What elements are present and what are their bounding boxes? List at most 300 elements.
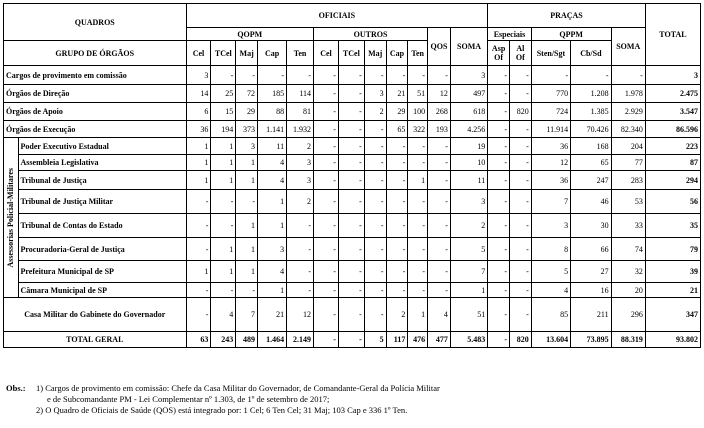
total-label: TOTAL GERAL xyxy=(4,332,187,348)
cell: 14 xyxy=(186,85,211,103)
cell: - xyxy=(611,66,645,85)
cell: - xyxy=(408,190,428,214)
cell: 2.475 xyxy=(645,85,700,103)
row-label: Câmara Municipal de SP xyxy=(18,283,186,298)
cell: 1 xyxy=(236,238,258,261)
cell: - xyxy=(236,283,258,298)
cell: - xyxy=(338,332,364,348)
cell: 283 xyxy=(611,171,645,190)
cell: - xyxy=(314,214,339,238)
cell: 1 xyxy=(408,171,428,190)
header-rank-4: Ten xyxy=(287,41,314,66)
header-rank-2: Maj xyxy=(236,41,258,66)
row-label: Tribunal de Justiça Militar xyxy=(18,190,186,214)
cell: 73.895 xyxy=(571,332,611,348)
cell: 7 xyxy=(450,261,487,283)
header-grupo: GRUPO DE ÓRGÃOS xyxy=(4,41,187,66)
cell: 322 xyxy=(408,121,428,138)
cell: - xyxy=(428,66,451,85)
cell: - xyxy=(338,190,364,214)
cell: 19 xyxy=(450,138,487,155)
observations xyxy=(6,383,700,416)
cell: - xyxy=(428,155,451,171)
cell: 25 xyxy=(211,85,236,103)
cell: 1 xyxy=(258,283,287,298)
cell: - xyxy=(509,66,531,85)
cell: 53 xyxy=(611,190,645,214)
header-especiais: Especiais xyxy=(488,28,532,41)
cell: - xyxy=(408,261,428,283)
cell: - xyxy=(428,138,451,155)
cell: 1 xyxy=(258,214,287,238)
cell: - xyxy=(338,214,364,238)
cell: 36 xyxy=(531,171,570,190)
cell: - xyxy=(314,238,339,261)
cell: 223 xyxy=(645,138,700,155)
table-row xyxy=(4,103,701,121)
cell: - xyxy=(338,85,364,103)
cell: 21 xyxy=(645,283,700,298)
cell: 21 xyxy=(386,85,408,103)
cell: 86.596 xyxy=(645,121,700,138)
cell: 3 xyxy=(364,85,386,103)
cell: 1 xyxy=(236,214,258,238)
cell: 211 xyxy=(571,298,611,332)
cell: 1 xyxy=(186,155,211,171)
cell: 2 xyxy=(287,190,314,214)
cell: - xyxy=(386,190,408,214)
table-row xyxy=(4,283,701,298)
cell: - xyxy=(364,121,386,138)
header-qopm: QOPM xyxy=(186,28,314,41)
cell: 2 xyxy=(287,138,314,155)
cell: - xyxy=(488,171,510,190)
cell: 15 xyxy=(211,103,236,121)
cell: - xyxy=(531,66,570,85)
cell: 5 xyxy=(531,261,570,283)
cell: - xyxy=(314,66,339,85)
cell: 12 xyxy=(287,298,314,332)
cell: 46 xyxy=(571,190,611,214)
cell: 72 xyxy=(236,85,258,103)
assessorias-label: Assessorias Policial-Militares xyxy=(6,167,16,268)
table-row xyxy=(4,261,701,283)
cell: - xyxy=(314,332,339,348)
cell: - xyxy=(509,155,531,171)
cell: 8 xyxy=(531,238,570,261)
cell: 88 xyxy=(258,103,287,121)
cell: - xyxy=(509,171,531,190)
cell: 3 xyxy=(258,238,287,261)
cell: - xyxy=(408,214,428,238)
header-rank-1: TCel xyxy=(211,41,236,66)
cell: - xyxy=(428,238,451,261)
cell: 13.604 xyxy=(531,332,570,348)
cell: 489 xyxy=(236,332,258,348)
cell: 1 xyxy=(186,138,211,155)
cell: 56 xyxy=(645,190,700,214)
cell: - xyxy=(338,283,364,298)
cell: 32 xyxy=(611,261,645,283)
obs-line-3: 2) O Quadro de Oficiais de Saúde (QOS) está integrado por: 1 Cel; 6 Ten Cel; 31 Maj; 103 Cap e 336 1º Ten. xyxy=(36,405,408,415)
cell: - xyxy=(509,190,531,214)
cell: - xyxy=(338,121,364,138)
total-row xyxy=(4,332,701,348)
cell: 1.932 xyxy=(287,121,314,138)
cell: 497 xyxy=(450,85,487,103)
cell: - xyxy=(386,171,408,190)
cell: - xyxy=(408,283,428,298)
header-rank-8: Cap xyxy=(386,41,408,66)
cell: 93.802 xyxy=(645,332,700,348)
cell: 21 xyxy=(258,298,287,332)
cell: - xyxy=(338,66,364,85)
cell: 39 xyxy=(645,261,700,283)
quadros-table xyxy=(3,3,701,348)
cell: 77 xyxy=(611,155,645,171)
cell: - xyxy=(488,190,510,214)
header-oficiais: OFICIAIS xyxy=(186,4,488,28)
cell: - xyxy=(488,155,510,171)
cell: 63 xyxy=(186,332,211,348)
cell: 2 xyxy=(450,214,487,238)
cell: - xyxy=(258,66,287,85)
cell: - xyxy=(488,238,510,261)
cell: 74 xyxy=(611,238,645,261)
cell: 3 xyxy=(450,190,487,214)
cell: - xyxy=(488,298,510,332)
cell: 5.483 xyxy=(450,332,487,348)
header-rank-7: Maj xyxy=(364,41,386,66)
header-quadros: QUADROS xyxy=(4,4,187,41)
cell: 3 xyxy=(645,66,700,85)
table-row xyxy=(4,155,701,171)
cell: 4 xyxy=(428,298,451,332)
cell: - xyxy=(509,298,531,332)
cell: - xyxy=(338,138,364,155)
row-label: Procuradoria-Geral de Justiça xyxy=(18,238,186,261)
cell: - xyxy=(338,261,364,283)
row-label: Órgãos de Execução xyxy=(4,121,187,138)
cell: 3.547 xyxy=(645,103,700,121)
cell: - xyxy=(364,190,386,214)
header-outros: OUTROS xyxy=(314,28,428,41)
cell: - xyxy=(509,261,531,283)
cell: 1.141 xyxy=(258,121,287,138)
cell: - xyxy=(488,261,510,283)
cell: - xyxy=(488,85,510,103)
cell: 1 xyxy=(211,155,236,171)
cell: - xyxy=(287,66,314,85)
cell: - xyxy=(186,283,211,298)
cell: 12 xyxy=(428,85,451,103)
cell: 193 xyxy=(428,121,451,138)
cell: 2 xyxy=(364,103,386,121)
cell: - xyxy=(211,283,236,298)
cell: - xyxy=(408,155,428,171)
cell: 29 xyxy=(236,103,258,121)
cell: 1 xyxy=(211,171,236,190)
row-label: Casa Militar do Gabinete do Governador xyxy=(4,298,187,332)
cell: - xyxy=(314,85,339,103)
cell: 27 xyxy=(571,261,611,283)
cell: - xyxy=(488,138,510,155)
cell: - xyxy=(488,66,510,85)
header-soma-pracas: SOMA xyxy=(611,28,645,66)
cell: 820 xyxy=(509,103,531,121)
cell: 117 xyxy=(386,332,408,348)
cell: 65 xyxy=(386,121,408,138)
cell: - xyxy=(364,66,386,85)
cell: 10 xyxy=(450,155,487,171)
row-label: Poder Executivo Estadual xyxy=(18,138,186,155)
cell: - xyxy=(338,103,364,121)
cell: 1.978 xyxy=(611,85,645,103)
cell: - xyxy=(428,171,451,190)
cell: 51 xyxy=(408,85,428,103)
cell: - xyxy=(386,238,408,261)
cell: 3 xyxy=(236,138,258,155)
cell: 11 xyxy=(258,138,287,155)
cell: - xyxy=(314,298,339,332)
header-rank-3: Cap xyxy=(258,41,287,66)
cell: - xyxy=(488,103,510,121)
cell: 12 xyxy=(531,155,570,171)
cell: 51 xyxy=(450,298,487,332)
header-qppm: QPPM xyxy=(531,28,611,41)
cell: 5 xyxy=(364,332,386,348)
cell: - xyxy=(509,121,531,138)
cell: 16 xyxy=(571,283,611,298)
cell: 7 xyxy=(531,190,570,214)
cell: 1 xyxy=(236,261,258,283)
header-sten-sgt: Sten/Sgt xyxy=(531,41,570,66)
cell: - xyxy=(287,238,314,261)
cell: - xyxy=(428,190,451,214)
cell: - xyxy=(314,121,339,138)
cell: 11.914 xyxy=(531,121,570,138)
cell: 36 xyxy=(531,138,570,155)
cell: 268 xyxy=(428,103,451,121)
cell: 70.426 xyxy=(571,121,611,138)
cell: 243 xyxy=(211,332,236,348)
cell: - xyxy=(364,298,386,332)
cell: - xyxy=(364,283,386,298)
cell: 4.256 xyxy=(450,121,487,138)
cell: 29 xyxy=(386,103,408,121)
cell: - xyxy=(338,238,364,261)
cell: - xyxy=(509,238,531,261)
cell: 65 xyxy=(571,155,611,171)
table-row xyxy=(4,66,701,85)
table-row xyxy=(4,85,701,103)
cell: - xyxy=(338,298,364,332)
cell: 770 xyxy=(531,85,570,103)
cell: - xyxy=(386,214,408,238)
obs-label: Obs.: xyxy=(6,383,26,393)
table-row xyxy=(4,214,701,238)
cell: 11 xyxy=(450,171,487,190)
cell: - xyxy=(186,190,211,214)
table-row xyxy=(4,171,701,190)
cell: - xyxy=(364,238,386,261)
cell: 820 xyxy=(509,332,531,348)
cell: 1 xyxy=(211,238,236,261)
cell: 1 xyxy=(211,261,236,283)
cell: - xyxy=(186,214,211,238)
cell: 347 xyxy=(645,298,700,332)
cell: 204 xyxy=(611,138,645,155)
cell: 477 xyxy=(428,332,451,348)
cell: - xyxy=(211,190,236,214)
cell: 476 xyxy=(408,332,428,348)
cell: - xyxy=(509,214,531,238)
header-pracas: PRAÇAS xyxy=(488,4,646,28)
cell: - xyxy=(428,261,451,283)
cell: - xyxy=(314,155,339,171)
header-soma: SOMA xyxy=(450,28,487,66)
cell: 294 xyxy=(645,171,700,190)
cell: - xyxy=(186,238,211,261)
cell: 88.319 xyxy=(611,332,645,348)
cell: - xyxy=(186,298,211,332)
cell: 1.208 xyxy=(571,85,611,103)
cell: 66 xyxy=(571,238,611,261)
cell: - xyxy=(211,214,236,238)
row-label: Assembleia Legislativa xyxy=(18,155,186,171)
cell: 82.340 xyxy=(611,121,645,138)
cell: 85 xyxy=(531,298,570,332)
cell: - xyxy=(571,66,611,85)
cell: - xyxy=(314,261,339,283)
cell: 1 xyxy=(450,283,487,298)
cell: 3 xyxy=(450,66,487,85)
cell: 7 xyxy=(236,298,258,332)
cell: 4 xyxy=(258,261,287,283)
cell: 2.929 xyxy=(611,103,645,121)
table-row xyxy=(4,121,701,138)
obs-line-2: e de Subcomandante PM - Lei Complementar nº 1.303, de 1º de setembro de 2017; xyxy=(47,394,330,404)
cell: - xyxy=(364,155,386,171)
row-label: Órgãos de Apoio xyxy=(4,103,187,121)
assessorias-group-cell xyxy=(4,138,19,298)
cell: - xyxy=(488,214,510,238)
cell: 4 xyxy=(531,283,570,298)
cell: 79 xyxy=(645,238,700,261)
row-label: Tribunal de Justiça xyxy=(18,171,186,190)
cell: 114 xyxy=(287,85,314,103)
cell: 1 xyxy=(258,190,287,214)
cell: - xyxy=(236,190,258,214)
cell: 87 xyxy=(645,155,700,171)
header-asp-of: Asp Of xyxy=(488,41,510,66)
cell: - xyxy=(408,138,428,155)
cell: 618 xyxy=(450,103,487,121)
cell: - xyxy=(428,283,451,298)
cell: 33 xyxy=(611,214,645,238)
header-total: TOTAL xyxy=(645,4,700,66)
cell: - xyxy=(428,214,451,238)
cell: 1 xyxy=(186,171,211,190)
cell: 35 xyxy=(645,214,700,238)
cell: 100 xyxy=(408,103,428,121)
cell: 373 xyxy=(236,121,258,138)
table-row xyxy=(4,190,701,214)
cell: 1 xyxy=(236,155,258,171)
row-label: Tribunal de Contas do Estado xyxy=(18,214,186,238)
cell: 3 xyxy=(531,214,570,238)
cell: 168 xyxy=(571,138,611,155)
cell: - xyxy=(364,171,386,190)
header-rank-5: Cel xyxy=(314,41,339,66)
header-rank-9: Ten xyxy=(408,41,428,66)
cell: - xyxy=(364,214,386,238)
cell: - xyxy=(386,66,408,85)
header-cb-sd: Cb/Sd xyxy=(571,41,611,66)
cell: - xyxy=(408,66,428,85)
cell: 1 xyxy=(408,298,428,332)
cell: - xyxy=(314,283,339,298)
cell: - xyxy=(386,261,408,283)
cell: - xyxy=(364,261,386,283)
cell: 185 xyxy=(258,85,287,103)
cell: - xyxy=(488,121,510,138)
cell: 3 xyxy=(287,155,314,171)
table-row xyxy=(4,238,701,261)
cell: 3 xyxy=(186,66,211,85)
cell: 4 xyxy=(258,155,287,171)
cell: 2 xyxy=(386,298,408,332)
cell: - xyxy=(236,66,258,85)
header-rank-6: TCel xyxy=(338,41,364,66)
cell: - xyxy=(488,283,510,298)
cell: - xyxy=(314,103,339,121)
cell: 5 xyxy=(450,238,487,261)
cell: 724 xyxy=(531,103,570,121)
cell: - xyxy=(488,332,510,348)
cell: - xyxy=(386,283,408,298)
row-label: Órgãos de Direção xyxy=(4,85,187,103)
header-rank-0: Cel xyxy=(186,41,211,66)
cell: 4 xyxy=(211,298,236,332)
cell: 247 xyxy=(571,171,611,190)
cell: 1 xyxy=(211,138,236,155)
cell: 20 xyxy=(611,283,645,298)
cell: 194 xyxy=(211,121,236,138)
cell: 296 xyxy=(611,298,645,332)
table-row xyxy=(4,138,701,155)
cell: 30 xyxy=(571,214,611,238)
cell: - xyxy=(287,283,314,298)
cell: - xyxy=(509,85,531,103)
cell: 1 xyxy=(236,171,258,190)
cell: 1.385 xyxy=(571,103,611,121)
cell: - xyxy=(408,238,428,261)
cell: 4 xyxy=(258,171,287,190)
header-qos: QOS xyxy=(428,28,451,66)
table-row xyxy=(4,298,701,332)
cell: - xyxy=(509,138,531,155)
cell: 81 xyxy=(287,103,314,121)
obs-line-1: 1) Cargos de provimento em comissão: Chefe da Casa Militar do Governador, de Comandante-Geral da Polícia Militar xyxy=(36,383,440,393)
cell: - xyxy=(287,214,314,238)
cell: - xyxy=(338,155,364,171)
cell: - xyxy=(314,171,339,190)
row-label: Prefeitura Municipal de SP xyxy=(18,261,186,283)
cell: 2.149 xyxy=(287,332,314,348)
cell: - xyxy=(314,138,339,155)
cell: 1 xyxy=(186,261,211,283)
